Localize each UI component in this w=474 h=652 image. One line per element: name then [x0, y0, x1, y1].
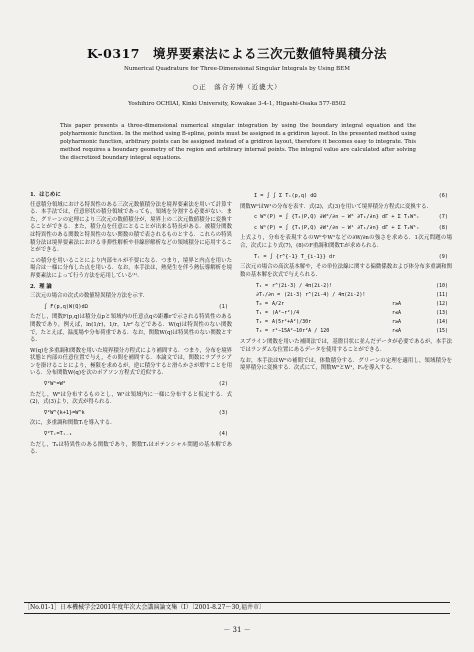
equation-body: ∇²Tᵢ=Tᵢ₋₁ — [44, 431, 73, 438]
paragraph: 上式より，分布を表現するのW⁰やW¹などの∂W/∂nの強さを求める．1次元問題の場合，次式により式(7)，(8)のF重調和関数Tᵢが求められる． — [240, 235, 452, 249]
equation-rhs: (A²−r²)/4 — [272, 310, 300, 317]
paragraph: 三次元の場合の次式の数値特異積分方法を示す． — [30, 293, 149, 300]
equation-number: (14) — [435, 319, 448, 326]
equation-1 — [30, 304, 232, 312]
paragraph: 関数W⁰はW¹の分布を表す．式(2)，式(3)を用いて境界積分方程式に変換する． — [240, 203, 432, 210]
equation-body: ∇²W^{k+1}=W^k — [44, 409, 85, 416]
left-column — [30, 190, 232, 460]
paragraph: 任意積分領域における特異性のある三次元数値積分法を境界要素法を用いて計算する．本手法では，任意形状の積分領域であっても，領域を分割する必要がない．また，グリーンの定理により三次元の数値積分が，境界上の二次元数値積分に変換することができる．また，積分点を任意にとることが出来る特長がある．被積分関数は特異性のある関数と特異性のない関数の積で表されるものとする．これらの特異積分法は境界要素法における非弾性解析や非線形解析などの領域積分に応用することができる． — [30, 201, 232, 254]
equation-body: ∂Tᵢ/∂n = — [256, 292, 281, 299]
equation-2 — [30, 381, 232, 389]
footer-citation: ［No.01-1］日本機械学会2001年度年次大会講演論文集（Ⅰ）〔2001-8.27〜30,福井市〕 — [24, 604, 265, 611]
equation-rhs: A(5r²+A²)/30r — [272, 319, 312, 326]
equation-condition — [392, 282, 436, 291]
equation-number: (7) — [438, 214, 448, 221]
equation-body: c W¹(P) = ∫ {T₁(P,Q) ∂W¹/∂n − W¹ ∂T₁/∂n} dΓ + Σ T₂W¹ᵢ — [254, 224, 420, 231]
equation-row — [240, 318, 452, 327]
proceedings-footer — [24, 602, 450, 614]
paragraph: ただし，W⁰は分布するものとし，W¹は領域内に一様に分布すると仮定する．式(2)，式(3)より，次式が得られる． — [30, 391, 232, 406]
equation-number: (6) — [438, 193, 448, 199]
equation-number: (1) — [218, 303, 228, 310]
equation-row — [240, 282, 452, 291]
equation-row — [240, 300, 452, 309]
equation-rhs: (2i-3) r^(2i-4) / 4π(2i-2)! — [284, 292, 366, 299]
equation-body: T₀ = — [256, 301, 269, 308]
equation-body: ∫ F(p,q)W(Q)dΩ — [44, 303, 88, 310]
equation-body: Tᵢ = ∫ {r^{-1} T_{i-1}} dr — [254, 253, 336, 260]
paragraph: ただし，関数F(p,q)は積分点pと領域内の任意点qの距離rで示される特異性のある関数であり，例えば，ln(1/r)，1/r，1/r² などである．W(q)は特異性のない関数で，たとえば，温度場や分布荷重である．なお，関数W(q)は特異性のない関数とする． — [30, 314, 232, 344]
equation-number: (15) — [435, 328, 448, 335]
paragraph: なお，本手法はW⁰の補間では，体数積分する．グリーンの定理を適用し，領域積分を境界積分に変換する．次式にて，関数W⁰とW¹，F₀を導入する． — [240, 357, 452, 372]
right-column — [240, 190, 452, 376]
paper-subtitle: Numerical Quadrature for Three-Dimensional Singular Integrals by Using BEM — [124, 66, 350, 72]
equation-number: (12) — [435, 301, 448, 308]
equation-rhs: r²−15A²−10r²A / 120 — [272, 328, 330, 335]
paper-affiliation: Yoshihiro OCHIAI, Kinki University, Kowakae 3-4-1, Higashi-Osaka 577-8502 — [128, 101, 346, 107]
equation-8 — [240, 225, 452, 233]
equation-body: T₂ = — [256, 319, 269, 326]
section-heading-theory: 2．理 論 — [30, 283, 52, 290]
equation-body: T₁ = — [256, 310, 269, 317]
equation-number: (11) — [435, 292, 448, 299]
equation-number: (8) — [438, 224, 448, 231]
equation-condition — [392, 291, 436, 300]
equation-block — [240, 282, 452, 336]
equation-row — [240, 309, 452, 318]
equation-number: (2) — [218, 381, 228, 388]
equation-number: (13) — [435, 310, 448, 317]
equation-7 — [240, 214, 452, 222]
equation-9 — [240, 254, 452, 262]
paragraph: スプライン関数を用いた補間法では，基盤目状に並んだデータが必要であるが，本手法ではランダムな位置にあるデータを使用することができる． — [240, 339, 452, 353]
equation-body: c W⁰(P) = ∫ {T₁(P,Q) ∂W⁰/∂n − W⁰ ∂T₁/∂n} dΓ + Σ T₁W⁰ᵢ — [254, 214, 420, 221]
equation-rhs: A/2r — [272, 301, 285, 308]
page-number: － 31 － — [223, 626, 251, 634]
paper-abstract: This paper presents a three-dimensional numerical singular integration by using the boundary integral equation and the polyharmonic function. In the method using B-spline, points must be assigned in a gridiron layout. In the presented method using polyharmonic function, arbitrary points can be assigned instead of a gridiron layout, therefore it becomes easy to integrate. This method requires a boundary geometry of the region and arbitrary internal points. The integral value are calculated after solving the discretized boundary integral equations. — [60, 123, 416, 161]
equation-body: ∇²W¹=W⁰ — [44, 381, 66, 388]
equation-condition: r≤A — [391, 310, 401, 317]
section-heading-intro: 1．はじめに — [30, 192, 61, 198]
paper-title: K-0317 境界要素法による三次元数値特異積分法 — [87, 46, 387, 61]
paragraph: W(q)を多重調和関数を用いた境界積分方程式により補間する．つまり，分布を境界状態と内部の任意位置で与え，その間を補間する．本論文では，関数にラプラシアンを掛けることにより，極限を求めるが，逆に積分すると滑らかさが増すことを用いる．分布関数W(q)を次のポアソン方程式で近似する． — [30, 347, 232, 377]
equation-rhs: r^(2i-3) / 4π(2i-2)! — [272, 283, 333, 290]
paragraph: ただし，T₀は特異性のある関数であり，関数T₁はポテンシャル問題の基本解である． — [30, 441, 232, 456]
equation-number: (3) — [218, 409, 228, 416]
equation-4 — [30, 431, 232, 439]
equation-condition: r≥A — [391, 301, 401, 308]
paragraph: この積分を用いることにより内部セルが不要になる．つまり，境界と内点を用いた場合は一様に分布した点を用いる．なお，本手法は，熱発生を伴う熱伝導解析を境界要素法によって行う方法を応用している⁽¹⁾． — [30, 257, 232, 279]
paragraph: 次に，多重調和関数Tᵢを導入する． — [30, 420, 116, 427]
equation-body: T₁ = — [256, 283, 269, 290]
equation-number: (10) — [435, 283, 448, 290]
equation-body: I = ∫ ∫ Σ Tᵢ(p,q) dΩ — [254, 193, 317, 199]
equation-number: (9) — [438, 253, 448, 260]
equation-number: (4) — [218, 431, 228, 438]
equation-6 — [240, 193, 452, 201]
equation-3 — [30, 410, 232, 418]
equation-row — [240, 327, 452, 336]
equation-row — [240, 291, 452, 300]
equation-condition: r≥A — [391, 319, 401, 326]
equation-body: T₃ = — [256, 328, 269, 335]
equation-condition: r≤A — [391, 328, 401, 335]
paragraph: 三次元の場合の高次基本解や，その単位法線に関する偏微係数および体分布多重調和関数の基本解を次式で与えられる． — [240, 264, 452, 278]
paper-authors: ○正 落合芳博（近畿大） — [192, 83, 282, 91]
